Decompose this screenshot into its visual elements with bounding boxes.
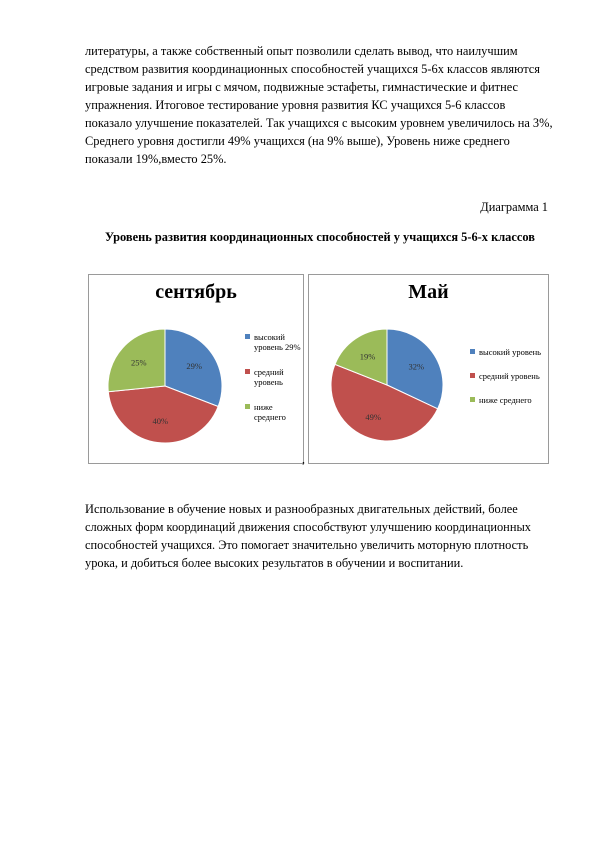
legend-label: ниже среднего bbox=[254, 402, 286, 422]
slice-data-label: 29% bbox=[186, 360, 202, 371]
legend-item-low bbox=[245, 402, 301, 422]
chart-legend bbox=[245, 332, 301, 437]
conclusion-paragraph: Использование в обучение новых и разнообразных двигательных действий, более сложных форм координаций движения способствуют улучшению координационных способностей учащихся. Это помогает значительно увеличить моторную плотность урока, и добиться более высоких результатов в обучении и воспитании. bbox=[85, 502, 531, 570]
slice-data-label: 32% bbox=[408, 361, 425, 372]
intro-paragraph: литературы, а также собственный опыт позволили сделать вывод, что наилучшим средством развития координационных способностей учащихся 5-6х классов являются игровые задания и игры с мячом, подвижные эстафеты, гимнастические и фитнес упражнения. Итоговое тестирование уровня развития КС учащихся 5-6 классов показало улучшение показателей. Так учащихся с высоким уровнем увеличилось на 3%, Среднего уровня достигли 49% учащихся (на 9% выше), Уровень ниже среднего показали 19%,вместо 25%. bbox=[85, 44, 553, 166]
chart-legend bbox=[470, 347, 546, 419]
legend-swatch-high bbox=[245, 334, 250, 339]
legend-label: высокий уровень 29% bbox=[254, 332, 301, 352]
legend-item-high bbox=[245, 332, 301, 352]
legend-swatch-low bbox=[470, 397, 475, 402]
pie-chart-may bbox=[308, 274, 549, 464]
chart-heading: Уровень развития координационных способностей у учащихся 5-6-х классов bbox=[105, 230, 535, 244]
legend-item-medium bbox=[470, 371, 546, 381]
legend-label: средний уровень bbox=[479, 371, 540, 381]
slice-data-label: 25% bbox=[130, 357, 147, 368]
slice-data-label: 49% bbox=[365, 411, 382, 422]
chart-title: Май bbox=[408, 281, 449, 303]
legend-item-low bbox=[470, 395, 546, 405]
legend-item-medium bbox=[245, 367, 301, 387]
legend-label: средний уровень bbox=[254, 367, 284, 387]
legend-swatch-medium bbox=[470, 373, 475, 378]
separator-comma: , bbox=[302, 452, 305, 466]
legend-label: высокий уровень bbox=[479, 347, 542, 357]
slice-data-label: 40% bbox=[152, 416, 169, 427]
slice-data-label: 19% bbox=[359, 351, 376, 362]
legend-swatch-high bbox=[470, 349, 475, 354]
chart-title: сентябрь bbox=[155, 281, 237, 303]
legend-label: ниже среднего bbox=[479, 395, 532, 405]
legend-swatch-medium bbox=[245, 369, 250, 374]
legend-item-high bbox=[470, 347, 546, 357]
pie-chart-september bbox=[88, 274, 304, 464]
legend-swatch-low bbox=[245, 404, 250, 409]
diagram-number: Диаграмма 1 bbox=[480, 200, 548, 214]
